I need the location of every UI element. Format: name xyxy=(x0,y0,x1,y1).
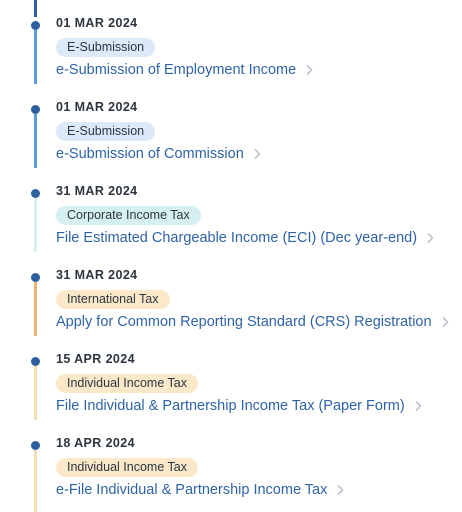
entry-date: 15 APR 2024 xyxy=(56,352,135,366)
category-tag: Individual Income Tax xyxy=(56,458,198,477)
entry-link[interactable] xyxy=(56,62,314,78)
timeline-bar xyxy=(34,366,37,420)
chevron-right-icon xyxy=(336,484,345,496)
entry-date: 31 MAR 2024 xyxy=(56,184,138,198)
chevron-right-icon xyxy=(414,400,423,412)
category-tag: E-Submission xyxy=(56,122,155,141)
entry-date: 01 MAR 2024 xyxy=(56,16,138,30)
entry-date: 18 APR 2024 xyxy=(56,436,135,450)
timeline-entry xyxy=(0,84,462,168)
timeline-entry xyxy=(0,168,462,252)
timeline-dot xyxy=(31,273,40,282)
entry-date: 31 MAR 2024 xyxy=(56,268,138,282)
entry-date: 01 MAR 2024 xyxy=(56,100,138,114)
timeline-dot xyxy=(31,105,40,114)
entry-title: Apply for Common Reporting Standard (CRS) Registration xyxy=(56,314,432,330)
entry-link[interactable] xyxy=(56,314,450,330)
timeline-entry xyxy=(0,252,462,336)
chevron-right-icon xyxy=(426,232,435,244)
category-tag: International Tax xyxy=(56,290,170,309)
timeline-bar xyxy=(34,198,37,252)
entry-link[interactable] xyxy=(56,398,423,414)
timeline-dot xyxy=(31,189,40,198)
chevron-right-icon xyxy=(253,148,262,160)
timeline-entry xyxy=(0,0,462,84)
timeline-dot xyxy=(31,357,40,366)
chevron-right-icon xyxy=(305,64,314,76)
entry-title: e-File Individual & Partnership Income Tax xyxy=(56,482,328,498)
timeline-entry xyxy=(0,420,462,504)
timeline-dot xyxy=(31,441,40,450)
entry-title: File Estimated Chargeable Income (ECI) (Dec year-end) xyxy=(56,230,418,246)
timeline-bar xyxy=(34,450,37,512)
timeline-bar xyxy=(34,282,37,336)
timeline-dot xyxy=(31,21,40,30)
entry-title: e-Submission of Commission xyxy=(56,146,244,162)
category-tag: E-Submission xyxy=(56,38,155,57)
entry-link[interactable] xyxy=(56,230,435,246)
chevron-right-icon xyxy=(441,316,450,328)
entry-link[interactable] xyxy=(56,482,345,498)
timeline-bar xyxy=(34,0,37,17)
timeline-bar xyxy=(34,114,37,168)
entry-title: File Individual & Partnership Income Tax (Paper Form) xyxy=(56,398,405,414)
category-tag: Individual Income Tax xyxy=(56,374,198,393)
entry-link[interactable] xyxy=(56,146,262,162)
timeline-bar xyxy=(34,30,37,84)
category-tag: Corporate Income Tax xyxy=(56,206,201,225)
timeline-entry xyxy=(0,336,462,420)
entry-title: e-Submission of Employment Income xyxy=(56,62,297,78)
